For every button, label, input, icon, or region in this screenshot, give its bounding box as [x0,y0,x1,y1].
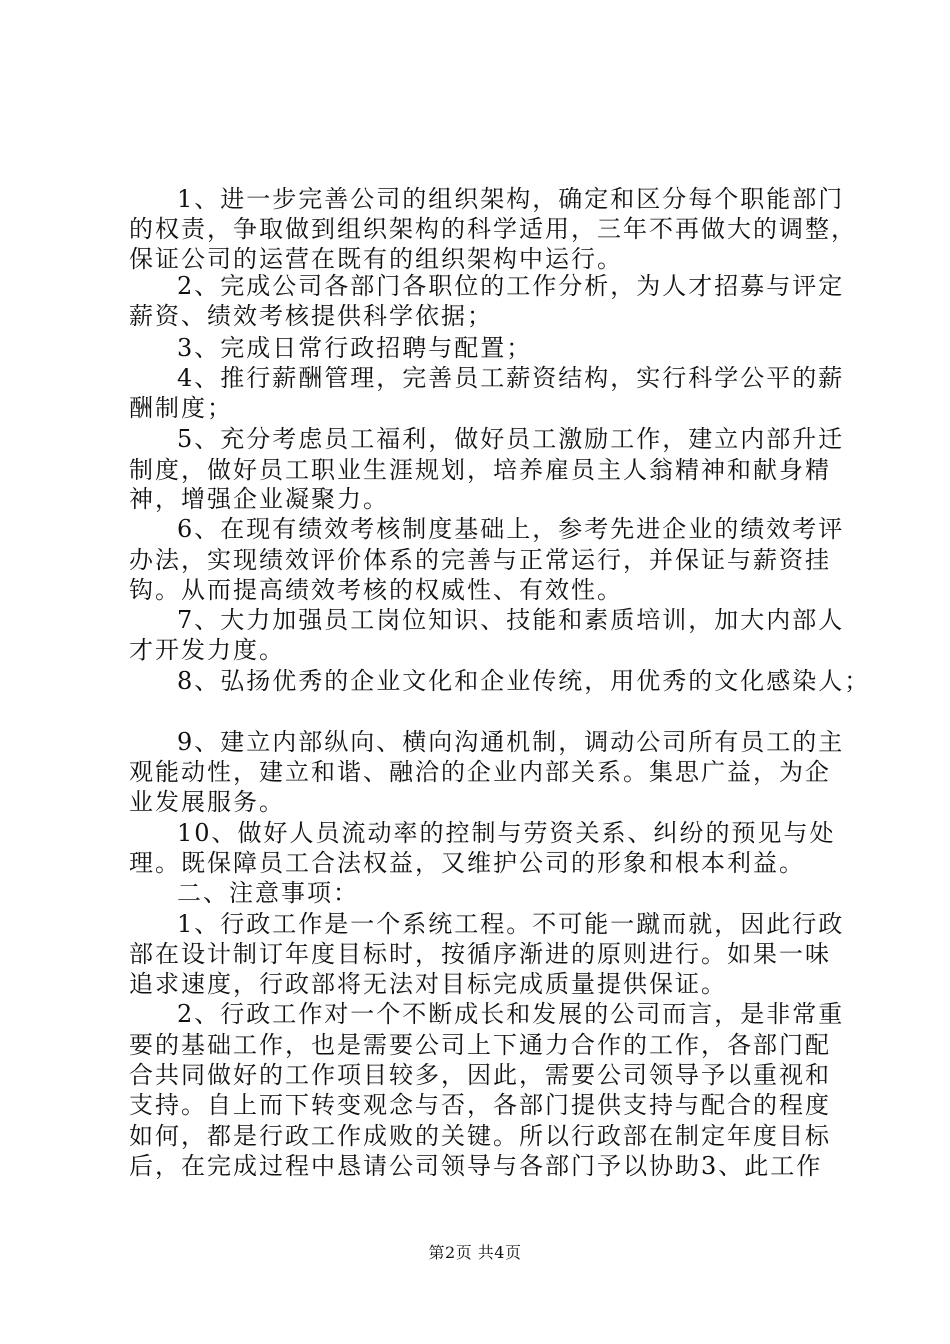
text-line: 3、完成日常行政招聘与配置； [177,334,533,362]
text-line: 2、行政工作对一个不断成长和发展的公司而言，是非常重 [177,1000,845,1028]
text-line: 理。既保障员工合法权益，又维护公司的形象和根本利益。 [129,849,805,877]
text-line: 的权责，争取做到组织架构的科学适用，三年不再做大的调整， [129,215,857,243]
text-line: 后，在完成过程中恳请公司领导与各部门予以协助3、此工作 [129,1152,823,1180]
text-line: 7、大力加强员工岗位知识、技能和素质培训，加大内部人 [177,606,845,634]
section-heading: 二、注意事项： [177,879,359,907]
text-line: 支持。自上而下转变观念与否，各部门提供支持与配合的程度 [129,1091,831,1119]
text-line: 才开发力度。 [129,636,285,664]
text-line: 保证公司的运营在既有的组织架构中运行。 [129,245,623,273]
text-line: 酬制度； [129,394,233,422]
text-line: 制度，做好员工职业生涯规划，培养雇员主人翁精神和献身精 [129,456,831,484]
page-number-footer: 第2页 共4页 [428,1243,522,1262]
text-line: 办法，实现绩效评价体系的完善与正常运行，并保证与薪资挂 [129,546,831,574]
text-line: 要的基础工作，也是需要公司上下通力合作的工作，各部门配 [129,1031,831,1059]
text-line: 1、行政工作是一个系统工程。不可能一蹴而就，因此行政 [177,910,845,938]
text-line: 业发展服务。 [129,788,285,816]
text-line: 薪资、绩效考核提供科学依据； [129,302,493,330]
text-line: 1、进一步完善公司的组织架构，确定和区分每个职能部门 [177,185,845,213]
text-line: 追求速度，行政部将无法对目标完成质量提供保证。 [129,970,727,998]
text-line: 神，增强企业凝聚力。 [129,485,389,513]
text-line: 观能动性，建立和谐、融洽的企业内部关系。集思广益，为企 [129,758,831,786]
text-line: 如何，都是行政工作成败的关键。所以行政部在制定年度目标 [129,1122,831,1150]
text-line: 8、弘扬优秀的企业文化和企业传统，用优秀的文化感染人； [177,667,871,695]
text-line: 4、推行薪酬管理，完善员工薪资结构，实行科学公平的薪 [177,364,845,392]
text-line: 5、充分考虑员工福利，做好员工激励工作，建立内部升迁 [177,425,845,453]
text-line: 6、在现有绩效考核制度基础上，参考先进企业的绩效考评 [177,515,845,543]
text-line: 部在设计制订年度目标时，按循序渐进的原则进行。如果一味 [129,940,831,968]
text-line: 9、建立内部纵向、横向沟通机制，调动公司所有员工的主 [177,728,845,756]
text-line: 合共同做好的工作项目较多，因此，需要公司领导予以重视和 [129,1061,831,1089]
text-line: 2、完成公司各部门各职位的工作分析，为人才招募与评定 [177,272,845,300]
text-line: 10、做好人员流动率的控制与劳资关系、纠纷的预见与处 [177,819,836,847]
text-line: 钩。从而提高绩效考核的权威性、有效性。 [129,576,623,604]
